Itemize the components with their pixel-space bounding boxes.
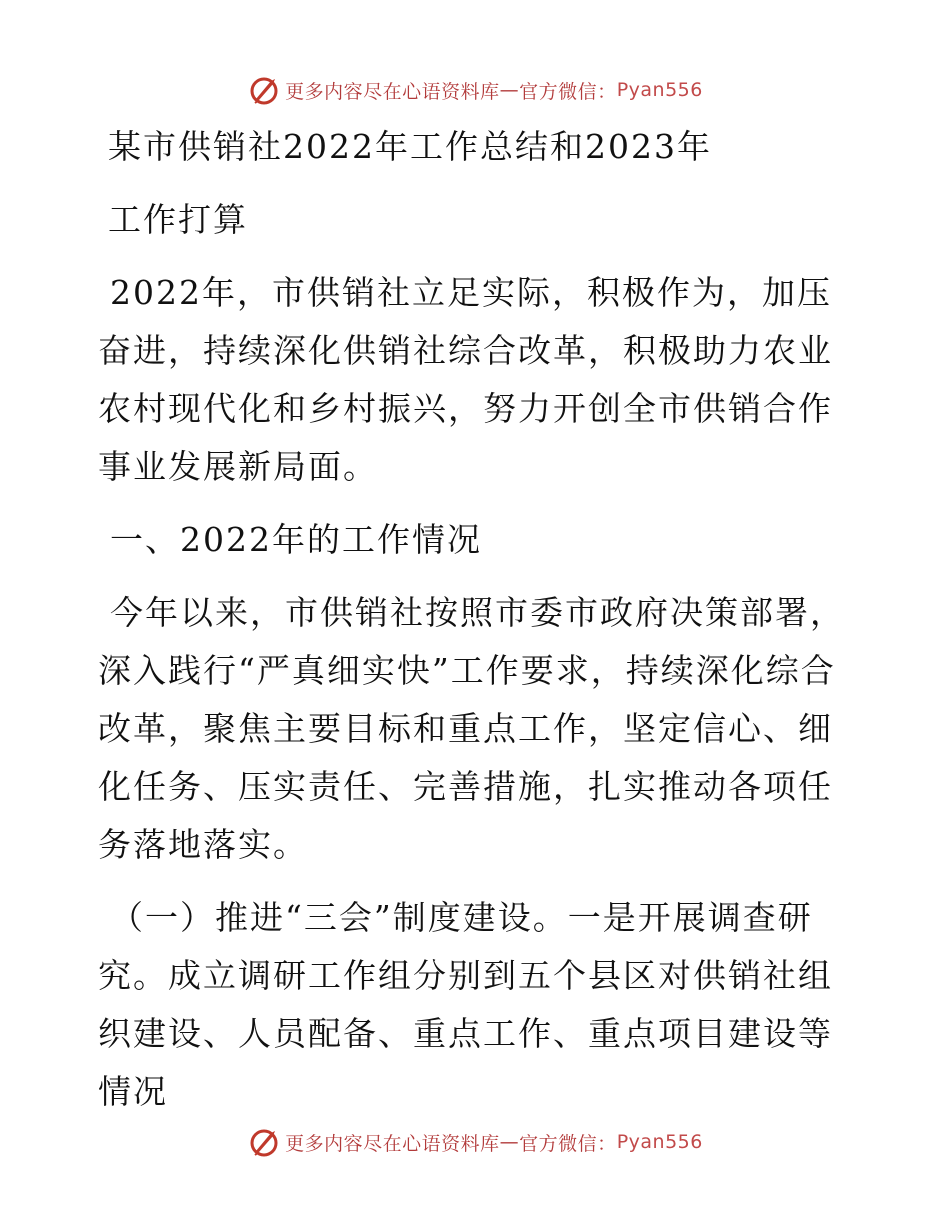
subsection-1-paragraph: （一）推进“三会”制度建设。一是开展调查研究。成立调研工作组分别到五个县区对供销社组织建设、人员配备、重点工作、重点项目建设等情况 <box>98 898 833 1111</box>
section-1-paragraph: 今年以来，市供销社按照市委市政府决策部署，深入践行“严真细实快”工作要求，持续深化综合改革，聚焦主要目标和重点工作，坚定信心、细化任务、压实责任、完善措施，扎实推动各项任务落地落实。 <box>98 593 845 864</box>
section-1-heading: 一、2022年的工作情况 <box>110 520 482 559</box>
banner-wechat-id: Pyan556 <box>616 1131 703 1153</box>
intro-paragraph: 2022年，市供销社立足实际，积极作为，加压奋进，持续深化供销社综合改革，积极助力农业农村现代化和乡村振兴，努力开创全市供销合作事业发展新局面。 <box>98 273 833 486</box>
document-title-line-1: 某市供销社2022年工作总结和2023年 <box>108 127 712 166</box>
document-body <box>98 118 858 1121</box>
banner-dash: — <box>499 79 520 101</box>
banner-label: 官方微信： <box>519 80 617 103</box>
quill-pen-logo-icon <box>247 73 281 107</box>
watermark-banner-bottom <box>0 1122 950 1162</box>
banner-label: 官方微信： <box>519 1132 617 1155</box>
banner-wechat-id: Pyan556 <box>616 79 703 101</box>
banner-main-text: 更多内容尽在心语资料库 <box>285 1132 500 1155</box>
quill-pen-logo-icon <box>247 1125 281 1159</box>
banner-main-text: 更多内容尽在心语资料库 <box>285 80 500 103</box>
banner-dash: — <box>499 1131 520 1153</box>
document-title-line-2: 工作打算 <box>108 200 248 239</box>
watermark-banner-top <box>0 70 950 110</box>
